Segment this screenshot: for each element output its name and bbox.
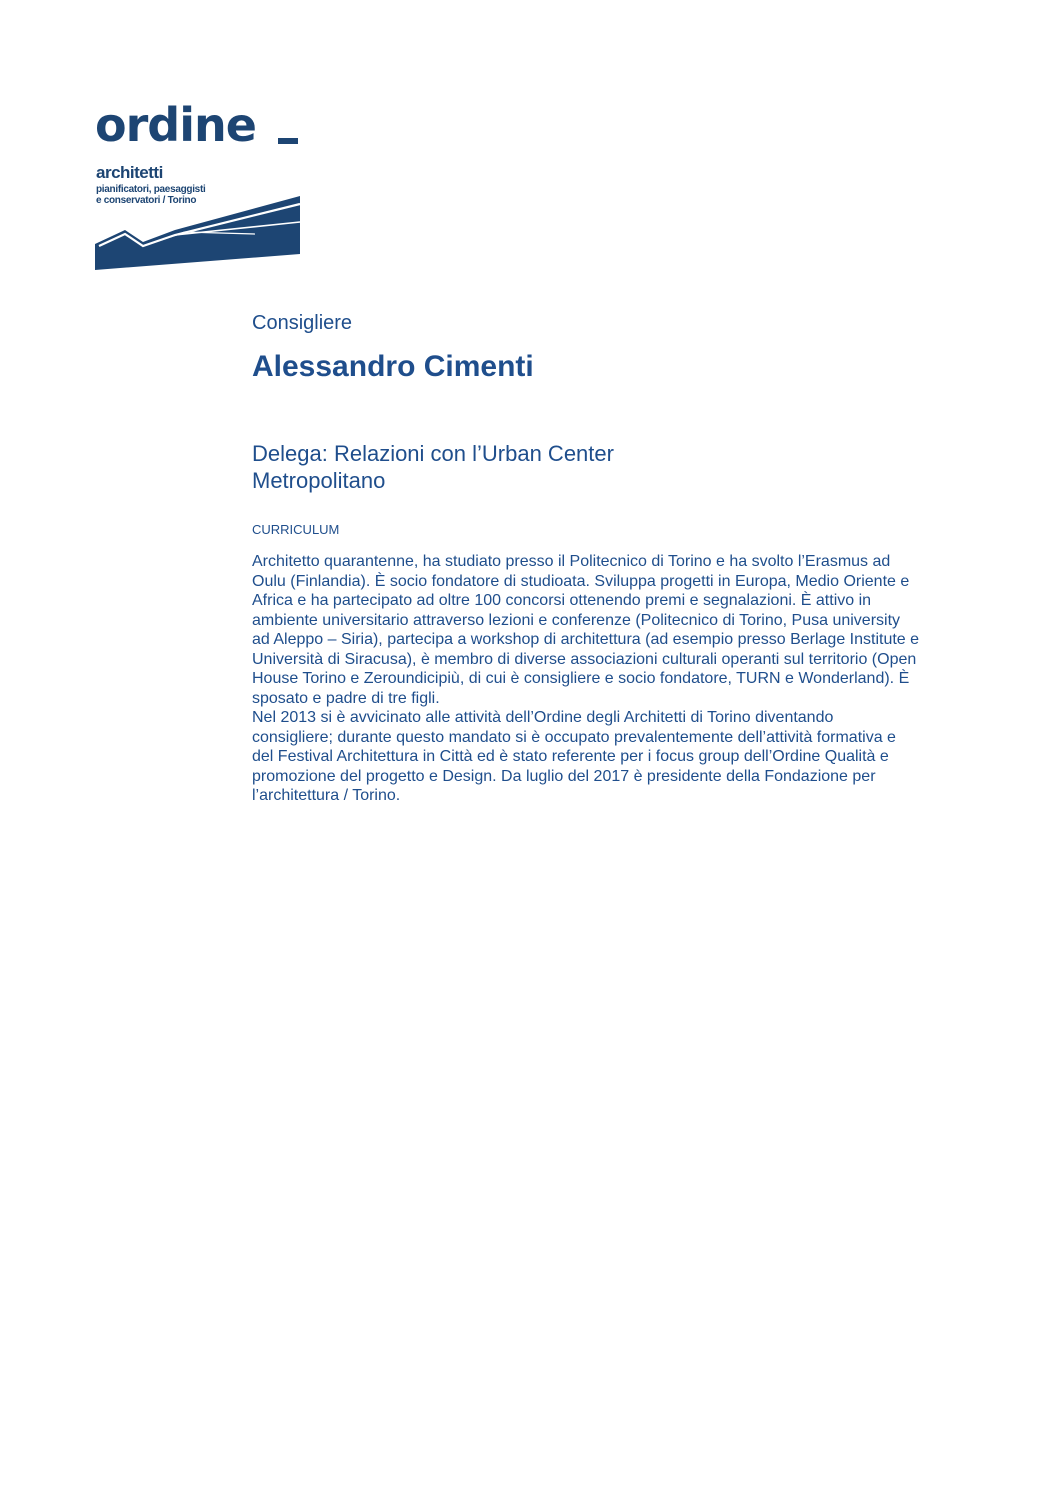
logo-skyline-icon: [95, 196, 301, 274]
role-title: Consigliere: [252, 312, 353, 334]
curriculum-line: Università di Siracusa), è membro di diverse associazioni culturali operanti sul territorio (Open: [252, 650, 917, 668]
curriculum-body: [252, 552, 972, 806]
delega-text: [252, 440, 952, 494]
curriculum-line: promozione del progetto e Design. Da luglio del 2017 è presidente della Fondazione per: [252, 767, 876, 785]
curriculum-line: del Festival Architettura in Città ed è stato referente per i focus group dell’Ordine Qualità e: [252, 748, 889, 765]
curriculum-line: Africa e ha partecipato ad oltre 100 concorsi ottenendo premi e segnalazioni. È attivo in: [252, 592, 872, 609]
logo-underscore: [278, 138, 298, 144]
curriculum-line: ambiente universitario attraverso lezioni e conferenze (Politecnico di Torino, Pusa university: [252, 611, 901, 629]
delega-line: Metropolitano: [252, 468, 386, 493]
curriculum-heading: CURRICULUM: [252, 522, 340, 537]
curriculum-line: consigliere; durante questo mandato si è occupato prevalentemente dell’attività formativa e: [252, 728, 896, 746]
ordine-architetti-logo: [95, 100, 305, 275]
delega-line: Delega: Relazioni con l’Urban Center: [252, 441, 614, 466]
curriculum-line: ad Aleppo – Siria), partecipa a workshop di architettura (ad esempio presso Berlage Institute e: [252, 631, 920, 648]
person-name: Alessandro Cimenti: [252, 350, 534, 383]
curriculum-line: Oulu (Finlandia). È socio fondatore di studioata. Sviluppa progetti in Europa, Medio Oriente e: [252, 572, 910, 590]
logo-wordmark: ordine: [95, 98, 256, 152]
curriculum-line: House Torino e Zeroundicipiù, di cui è consigliere e socio fondatore, TURN e Wonderland). È: [252, 670, 910, 687]
logo-subtitle-line-1: pianificatori, paesaggisti: [96, 184, 206, 195]
curriculum-line: Nel 2013 si è avvicinato alle attività dell’Ordine degli Architetti di Torino diventando: [252, 709, 834, 726]
logo-subtitle-line-2: e conservatori / Torino: [96, 195, 197, 206]
curriculum-line: Architetto quarantenne, ha studiato presso il Politecnico di Torino e ha svolto l’Erasmus ad: [252, 553, 891, 570]
curriculum-line: l’architettura / Torino.: [252, 787, 401, 804]
logo-subtitle-main: architetti: [96, 163, 163, 182]
curriculum-line: sposato e padre di tre figli.: [252, 689, 440, 707]
